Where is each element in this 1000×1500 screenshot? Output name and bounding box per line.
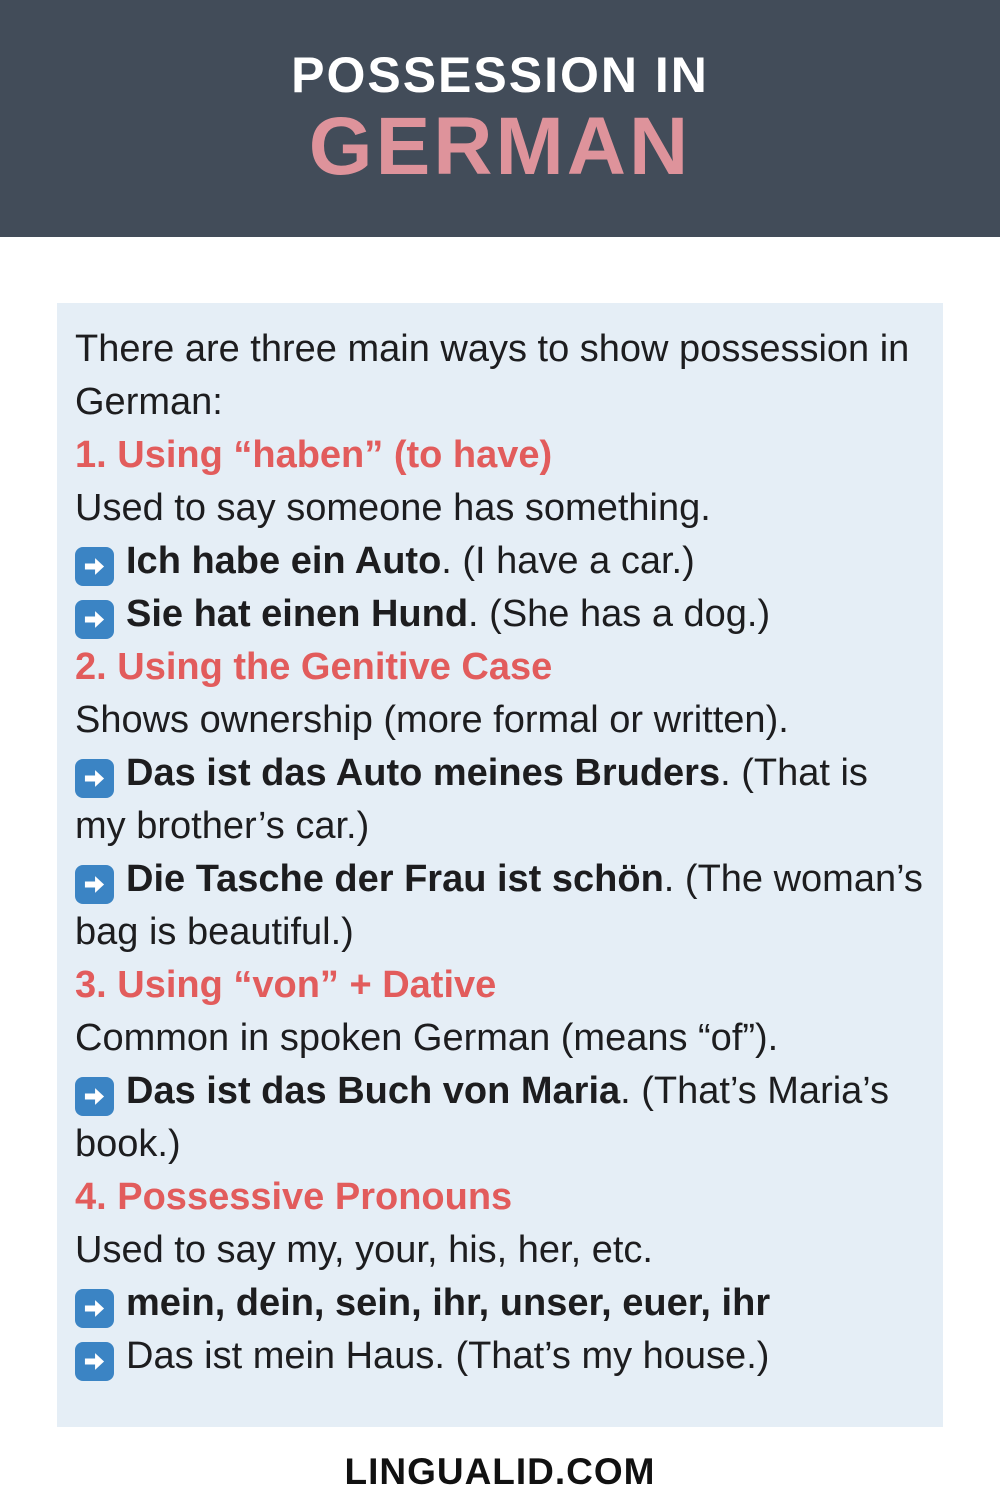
section-heading: 1. Using “haben” (to have): [75, 434, 553, 476]
example-german-text: Ich habe ein Auto: [126, 540, 442, 582]
example-german-text: Die Tasche der Frau ist schön: [126, 858, 664, 900]
content-box: [57, 303, 943, 1427]
section-heading: 3. Using “von” + Dative: [75, 964, 497, 1006]
example-translation-text: . (That is my brother’s car.): [75, 752, 868, 847]
page-title-line1: POSSESSION IN: [291, 46, 709, 103]
example-german-text: mein, dein, sein, ihr, unser, euer, ihr: [126, 1282, 771, 1324]
example-translation-text: . (She has a dog.): [468, 593, 771, 635]
section-description: Common in spoken German (means “of”).: [75, 1017, 779, 1059]
right-arrow-icon: [75, 1077, 114, 1116]
example-line: [75, 853, 925, 959]
sections: [75, 429, 925, 1383]
right-arrow-icon: [75, 547, 114, 586]
example-line: [75, 1330, 925, 1383]
intro-text: There are three main ways to show possession in German:: [75, 328, 910, 423]
example-german-text: Sie hat einen Hund: [126, 593, 469, 635]
right-arrow-icon: [75, 1342, 114, 1381]
section-description: Used to say someone has something.: [75, 487, 711, 529]
example-line: [75, 535, 925, 588]
site-name: LINGUALID.COM: [344, 1451, 656, 1492]
example-translation-text: Das ist mein Haus. (That’s my house.): [126, 1335, 770, 1377]
section-heading: 2. Using the Genitive Case: [75, 646, 553, 688]
page-title-line2: GERMAN: [308, 100, 692, 192]
section-description: Used to say my, your, his, her, etc.: [75, 1229, 653, 1271]
footer: [0, 1451, 1000, 1493]
example-translation-text: . (That’s Maria’s book.): [75, 1070, 890, 1165]
right-arrow-icon: [75, 600, 114, 639]
header-banner: [0, 0, 1000, 237]
example-line: [75, 588, 925, 641]
right-arrow-icon: [75, 759, 114, 798]
right-arrow-icon: [75, 1289, 114, 1328]
right-arrow-icon: [75, 865, 114, 904]
example-german-text: Das ist das Auto meines Bruders: [126, 752, 721, 794]
example-line: [75, 1065, 925, 1171]
example-line: [75, 747, 925, 853]
example-german-text: Das ist das Buch von Maria: [126, 1070, 621, 1112]
section-description: Shows ownership (more formal or written).: [75, 699, 789, 741]
example-line: [75, 1277, 925, 1330]
section-heading: 4. Possessive Pronouns: [75, 1176, 513, 1218]
example-translation-text: . (The woman’s bag is beautiful.): [75, 858, 923, 953]
example-translation-text: . (I have a car.): [441, 540, 695, 582]
